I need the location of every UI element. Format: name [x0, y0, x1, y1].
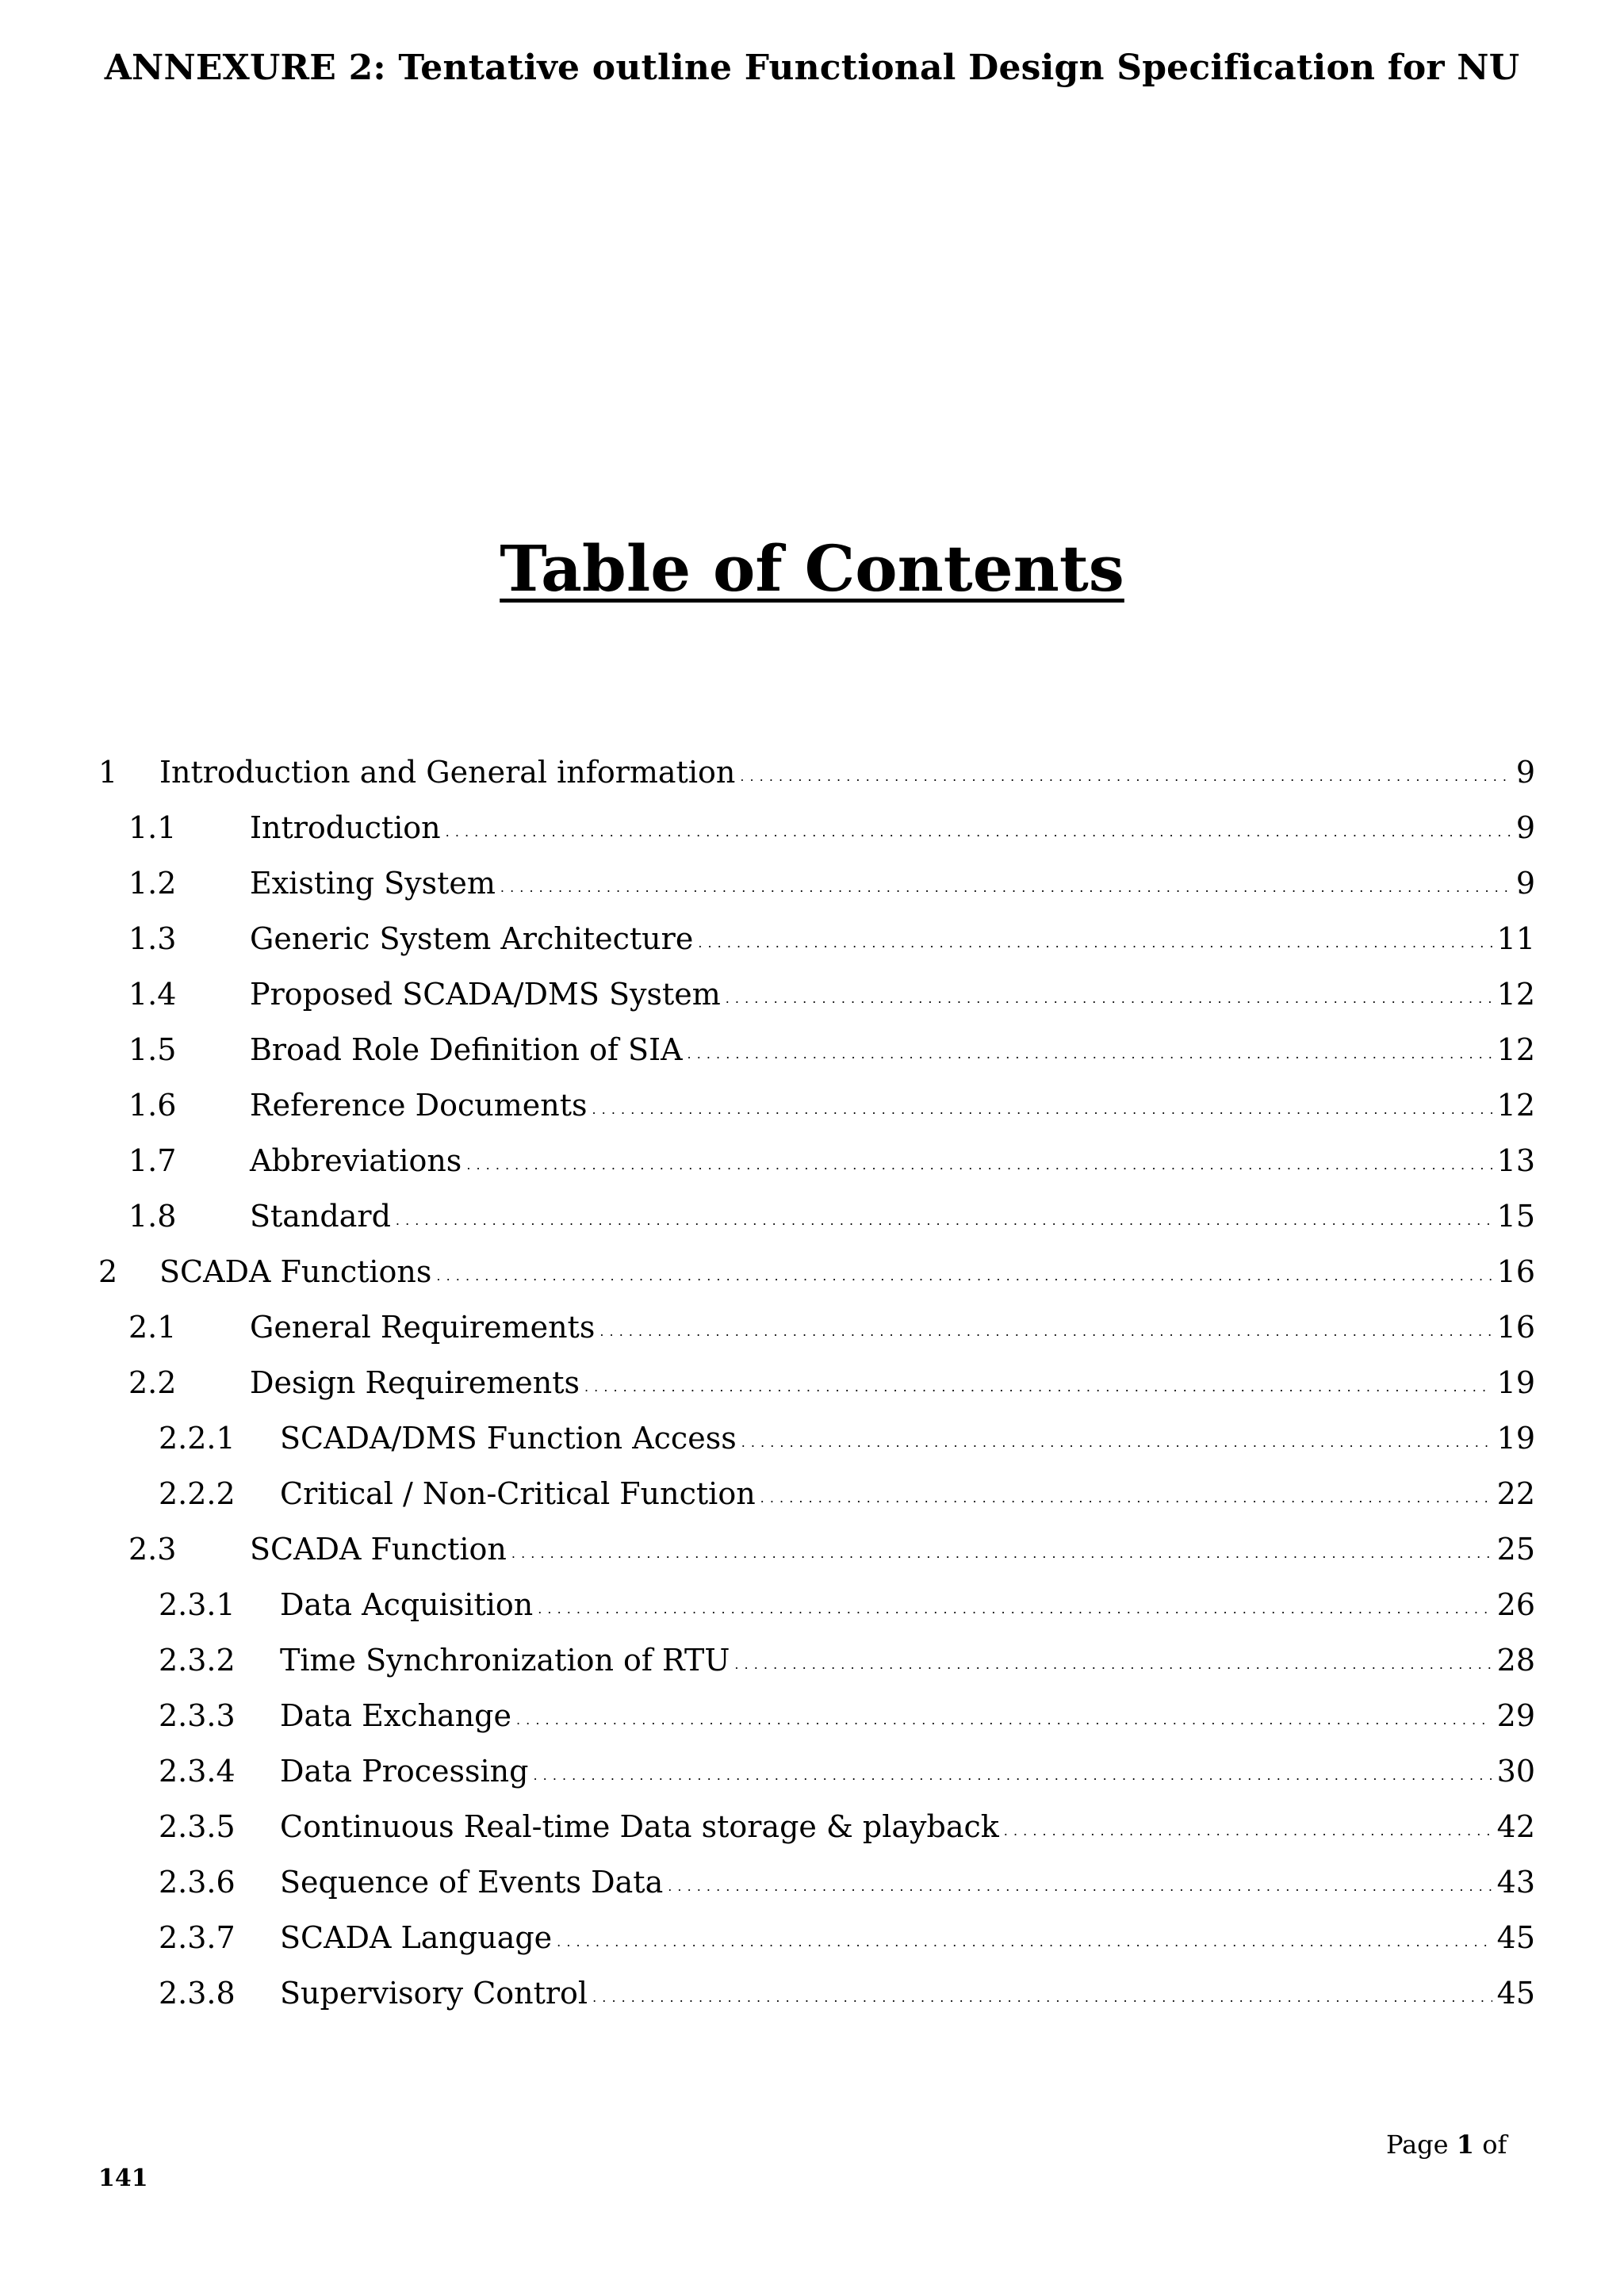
toc-entry-page: 16: [1496, 1310, 1535, 1345]
toc-entry-label: Data Exchange: [280, 1698, 511, 1733]
toc-entry-label: Data Acquisition: [280, 1587, 534, 1622]
toc-entry-number: 2.3.6: [159, 1865, 236, 1900]
page-footer: [1386, 2130, 1507, 2160]
toc-entry[interactable]: [159, 1416, 1535, 1460]
toc-entry-number: 2.2.2: [159, 1476, 236, 1511]
toc-entry-number: 2.3.7: [159, 1920, 236, 1955]
toc-dot-leader: [466, 1159, 1492, 1183]
toc-dot-leader: [688, 1048, 1492, 1072]
toc-entry-page: 43: [1496, 1865, 1535, 1900]
toc-dot-leader: [446, 826, 1511, 850]
toc-entry-page: 42: [1496, 1809, 1535, 1844]
toc-entry-page: 9: [1515, 810, 1535, 845]
toc-dot-leader: [557, 1936, 1492, 1960]
toc-entry[interactable]: [159, 1693, 1535, 1738]
toc-dot-leader: [516, 1714, 1492, 1738]
toc-entry-page: 9: [1515, 755, 1535, 790]
toc-dot-leader: [533, 1770, 1492, 1793]
toc-entry-label: Introduction: [250, 810, 441, 845]
toc-entry[interactable]: [128, 1305, 1535, 1349]
toc-entry-page: 45: [1496, 1920, 1535, 1955]
toc-entry-label: Time Synchronization of RTU: [280, 1643, 730, 1678]
toc-entry[interactable]: [159, 1749, 1535, 1793]
toc-entry-label: Data Processing: [280, 1754, 529, 1789]
toc-entry-page: 19: [1496, 1421, 1535, 1456]
toc-entry-page: 29: [1496, 1698, 1535, 1733]
page-prefix: Page: [1386, 2130, 1449, 2160]
toc-dot-leader: [698, 937, 1492, 961]
toc-entry[interactable]: [159, 1915, 1535, 1960]
toc-entry-number: 1.1: [128, 810, 177, 845]
toc-entry[interactable]: [128, 1083, 1535, 1127]
toc-dot-leader: [511, 1548, 1492, 1571]
toc-entry-page: 12: [1496, 1032, 1535, 1067]
toc-entry-number: 1.4: [128, 977, 177, 1012]
toc-entry[interactable]: [128, 1194, 1535, 1238]
toc-entry-label: Abbreviations: [250, 1143, 462, 1178]
toc-entry-number: 2.3.5: [159, 1809, 236, 1844]
toc-dot-leader: [734, 1659, 1492, 1682]
toc-entry-number: 2.3.4: [159, 1754, 236, 1789]
toc-entry-label: Broad Role Definition of SIA: [250, 1032, 683, 1067]
toc-dot-leader: [726, 993, 1492, 1016]
toc-dot-leader: [599, 1326, 1492, 1349]
toc-entry[interactable]: [128, 916, 1535, 961]
page-total: 141: [98, 2164, 148, 2192]
toc-entry-label: SCADA Function: [250, 1532, 507, 1567]
toc-entry-page: 26: [1496, 1587, 1535, 1622]
toc-entry[interactable]: [128, 861, 1535, 905]
toc-entry[interactable]: [98, 1249, 1535, 1294]
toc-entry-page: 19: [1496, 1365, 1535, 1400]
toc-entry-page: 25: [1496, 1532, 1535, 1567]
toc-entry-number: 1.5: [128, 1032, 177, 1067]
toc-entry[interactable]: [159, 1971, 1535, 2015]
page-current: 1: [1456, 2130, 1475, 2160]
toc-entry-number: 2.1: [128, 1310, 177, 1345]
toc-entry-label: General Requirements: [250, 1310, 596, 1345]
toc-entry[interactable]: [159, 1804, 1535, 1849]
toc-entry-label: Continuous Real-time Data storage & playback: [280, 1809, 999, 1844]
toc-entry-label: Critical / Non-Critical Function: [280, 1476, 756, 1511]
toc-dot-leader: [584, 1381, 1492, 1405]
toc-dot-leader: [592, 1104, 1492, 1127]
toc-dot-leader: [740, 771, 1511, 794]
toc-entry-number: 1.6: [128, 1088, 177, 1123]
toc-entry-page: 13: [1496, 1143, 1535, 1178]
toc-entry-page: 30: [1496, 1754, 1535, 1789]
toc-dot-leader: [396, 1215, 1492, 1238]
toc-entry[interactable]: [128, 1527, 1535, 1571]
toc-entry[interactable]: [128, 1027, 1535, 1072]
toc-entry-number: 2.3.2: [159, 1643, 236, 1678]
toc-entry-label: Supervisory Control: [280, 1976, 588, 2011]
toc-entry-label: Sequence of Events Data: [280, 1865, 664, 1900]
toc-entry-number: 1.7: [128, 1143, 177, 1178]
toc-entry-page: 12: [1496, 977, 1535, 1012]
toc-dot-leader: [436, 1270, 1492, 1294]
toc-entry-number: 2.2: [128, 1365, 177, 1400]
toc-entry-label: Introduction and General information: [159, 755, 736, 790]
toc-dot-leader: [538, 1603, 1492, 1627]
toc-entry-number: 2: [98, 1254, 118, 1289]
toc-dot-leader: [500, 882, 1511, 905]
toc-entry[interactable]: [159, 1860, 1535, 1904]
toc-entry-number: 2.2.1: [159, 1421, 236, 1456]
toc-entry-number: 1: [98, 755, 118, 790]
toc-entry-page: 11: [1496, 921, 1535, 956]
toc-entry-label: Reference Documents: [250, 1088, 588, 1123]
toc-dot-leader: [741, 1437, 1492, 1460]
toc-dot-leader: [592, 1992, 1492, 2015]
toc-entry-number: 2.3.8: [159, 1976, 236, 2011]
toc-entry[interactable]: [128, 1138, 1535, 1183]
toc-dot-leader: [1004, 1825, 1492, 1849]
toc-entry[interactable]: [98, 750, 1535, 794]
toc-entry[interactable]: [128, 806, 1535, 850]
toc-entry-label: Standard: [250, 1199, 391, 1234]
toc-entry[interactable]: [128, 972, 1535, 1016]
toc-entry-number: 1.2: [128, 866, 177, 901]
toc-entry-label: SCADA/DMS Function Access: [280, 1421, 737, 1456]
toc-entry[interactable]: [159, 1582, 1535, 1627]
toc-entry-page: 28: [1496, 1643, 1535, 1678]
toc-entry-number: 2.3.1: [159, 1587, 236, 1622]
toc-entry-number: 1.8: [128, 1199, 177, 1234]
toc-title: Table of Contents: [500, 531, 1124, 606]
toc-entry[interactable]: [159, 1638, 1535, 1682]
document-header: ANNEXURE 2: Tentative outline Functional Design Specification for NU: [104, 48, 1520, 88]
toc-entry-page: 45: [1496, 1976, 1535, 2011]
toc-entry[interactable]: [159, 1471, 1535, 1516]
toc-entry-number: 2.3: [128, 1532, 177, 1567]
toc-dot-leader: [668, 1881, 1492, 1904]
toc-dot-leader: [760, 1492, 1492, 1516]
toc-entry-label: SCADA Functions: [159, 1254, 432, 1289]
toc-entry[interactable]: [128, 1360, 1535, 1405]
toc-entry-page: 12: [1496, 1088, 1535, 1123]
page-of: of: [1482, 2130, 1507, 2160]
toc-entry-label: Design Requirements: [250, 1365, 580, 1400]
toc-entry-label: Proposed SCADA/DMS System: [250, 977, 721, 1012]
toc-entry-page: 9: [1515, 866, 1535, 901]
toc-entry-number: 1.3: [128, 921, 177, 956]
toc-entry-label: Generic System Architecture: [250, 921, 694, 956]
toc-entry-page: 22: [1496, 1476, 1535, 1511]
toc-entry-page: 15: [1496, 1199, 1535, 1234]
toc-entry-page: 16: [1496, 1254, 1535, 1289]
toc-entry-label: Existing System: [250, 866, 496, 901]
toc-entry-number: 2.3.3: [159, 1698, 236, 1733]
toc-entry-label: SCADA Language: [280, 1920, 553, 1955]
